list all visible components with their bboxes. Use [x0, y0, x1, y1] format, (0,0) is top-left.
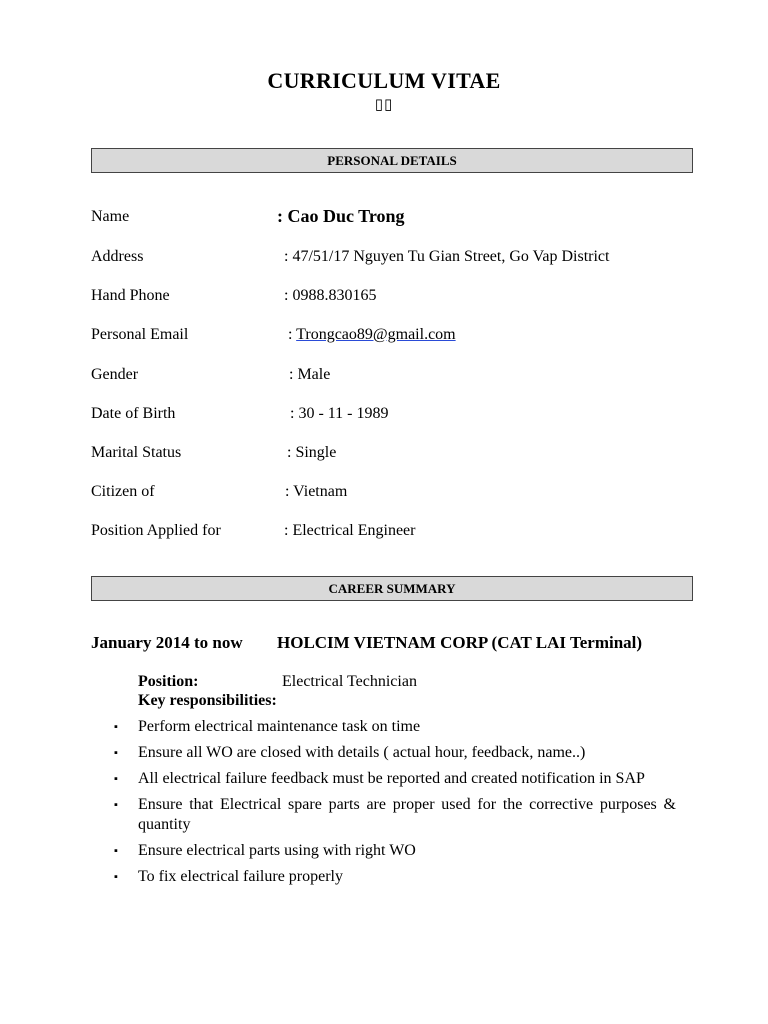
gender-label: Gender: [91, 366, 139, 383]
bullet-icon: ▪: [114, 747, 118, 759]
bullet-icon: ▪: [114, 871, 118, 883]
section-header-personal-details: PERSONAL DETAILS: [91, 148, 693, 173]
name-value: : Cao Duc Trong: [277, 206, 405, 226]
list-item: ▪ Ensure electrical parts using with right WO: [114, 842, 416, 859]
job-position-row: [138, 673, 417, 691]
document-title: CURRICULUM VITAE: [267, 68, 501, 93]
gender-value: : Male: [289, 366, 331, 383]
list-item: ▪ To fix electrical failure properly: [114, 868, 343, 885]
marital-value: : Single: [287, 444, 337, 461]
job-company: HOLCIM VIETNAM CORP (CAT LAI Terminal): [277, 633, 643, 652]
email-prefix: :: [288, 326, 297, 343]
job-position-label: Position:: [138, 673, 199, 690]
email-value-wrap: [288, 326, 456, 344]
job-header: [91, 633, 643, 653]
list-item: ▪ Ensure all WO are closed with details ( actual hour, feedback, name..): [114, 744, 586, 761]
email-label: Personal Email: [91, 326, 189, 343]
key-responsibilities-label: Key responsibilities:: [138, 692, 277, 709]
phone-value: : 0988.830165: [284, 287, 377, 304]
bullet-icon: ▪: [114, 721, 118, 733]
bullet-icon: ▪: [114, 845, 118, 857]
dob-label: Date of Birth: [91, 405, 176, 422]
citizen-label: Citizen of: [91, 483, 155, 500]
responsibilities-list: [114, 717, 676, 893]
job-period: January 2014 to now: [91, 633, 243, 652]
bullet-icon: ▪: [114, 773, 118, 785]
marital-label: Marital Status: [91, 444, 182, 461]
position-applied-label: Position Applied for: [91, 522, 221, 539]
address-label: Address: [91, 248, 144, 265]
name-label: Name: [91, 208, 130, 225]
position-applied-value: : Electrical Engineer: [284, 522, 416, 539]
email-link[interactable]: Trongcao89@gmail.com: [296, 326, 456, 343]
phone-label: Hand Phone: [91, 287, 170, 304]
list-item: ▪ All electrical failure feedback must be reported and created notification in SAP: [114, 770, 645, 787]
title-glyphs: ▯▯: [374, 97, 394, 113]
address-value: : 47/51/17 Nguyen Tu Gian Street, Go Vap District: [284, 248, 610, 265]
job-position-value: Electrical Technician: [282, 673, 417, 690]
bullet-icon: ▪: [114, 799, 118, 811]
citizen-value: : Vietnam: [285, 483, 348, 500]
list-item: ▪ Perform electrical maintenance task on time: [114, 718, 421, 735]
section-header-career-summary: CAREER SUMMARY: [91, 576, 693, 601]
list-item: ▪ Ensure that Electrical spare parts are proper used for the corrective purposes & quantity: [114, 796, 676, 833]
dob-value: : 30 - 11 - 1989: [290, 405, 389, 422]
